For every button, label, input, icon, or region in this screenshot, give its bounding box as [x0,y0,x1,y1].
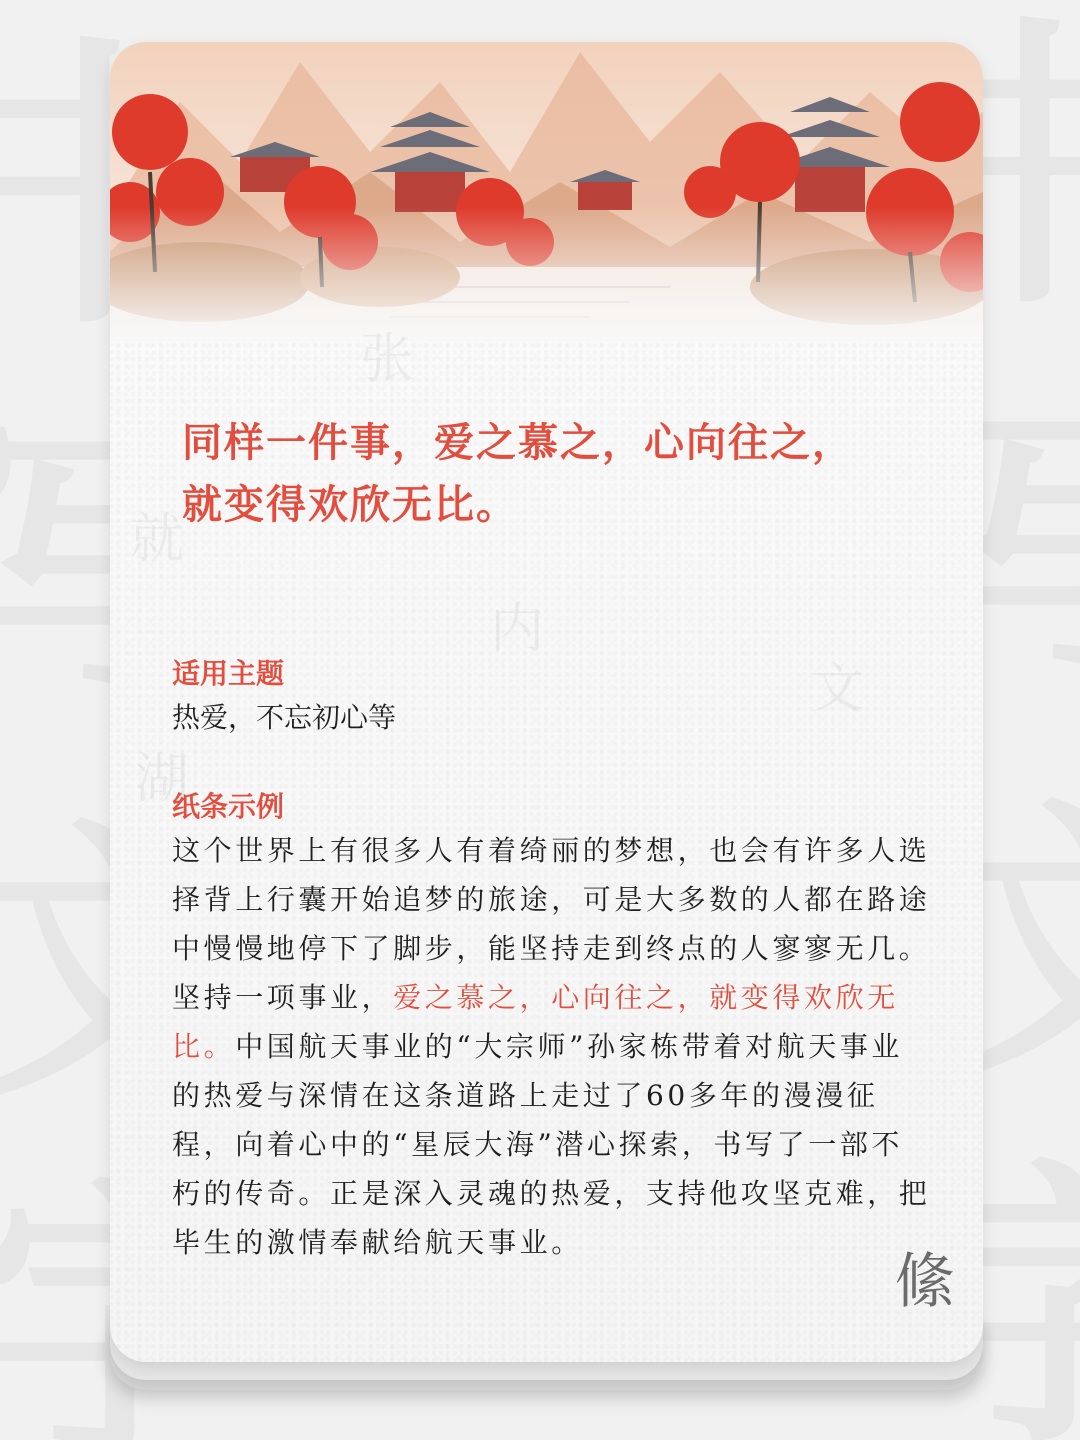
landscape-illustration [110,42,983,342]
paper-faint-glyph: 内 [490,597,544,660]
headline [182,412,942,536]
headline-line-1: 同样一件事，爱之慕之，心向往之， [182,419,854,466]
topic-value: 热爱，不忘初心等 [172,701,397,734]
topic-label: 适用主题 [172,657,285,690]
example-text-highlight: 爱之慕之，心向往之，就变得欢欣无比。 [172,981,899,1063]
paper-faint-glyph: 湖 [135,747,189,810]
paper-faint-glyph: 文 [810,657,864,720]
paper-faint-glyph: 张 [360,327,414,390]
seal-mark: 絛 [895,1247,955,1317]
example-text-before: 这个世界上有很多人有着绮丽的梦想，也会有许多人选择背上行囊开始追梦的旅途，可是大多数的人都在路途中慢慢地停下了脚步，能坚持走到终点的人寥寥无几。坚持一项事业， [172,834,931,1014]
card [110,42,983,1362]
example-text [172,826,932,1267]
headline-line-2: 就变得欢欣无比。 [182,481,518,528]
example-label: 纸条示例 [172,790,285,823]
example-text-after: 中国航天事业的“大宗师”孙家栋带着对航天事业的热爱与深情在这条道路上走过了60多年的漫漫征程，向着心中的“星辰大海”潜心探索，书写了一部不朽的传奇。正是深入灵魂的热爱，支持他攻坚克难，把毕生的激情奉献给航天事业。 [172,1030,931,1259]
paper-faint-glyph: 就 [130,507,184,570]
